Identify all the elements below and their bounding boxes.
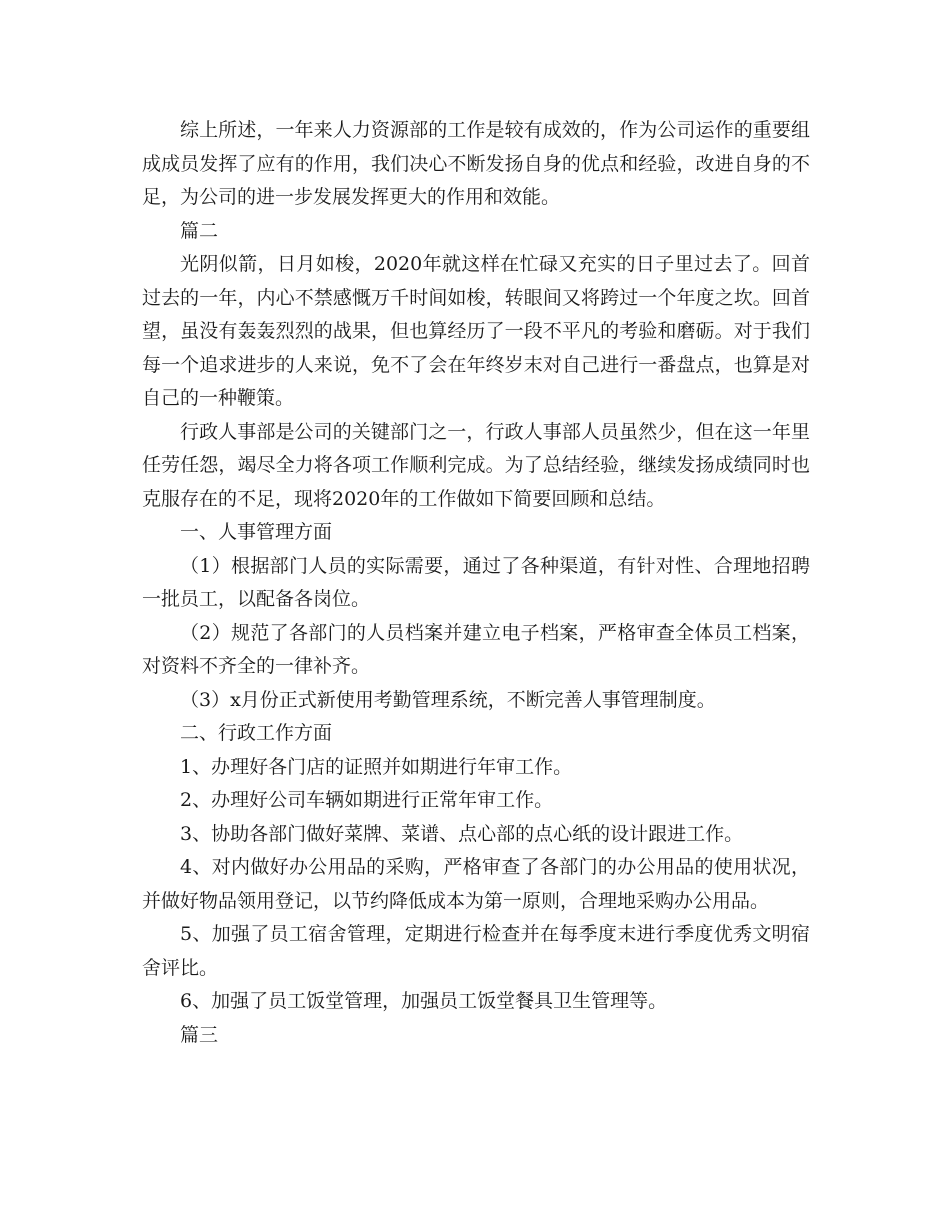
heading-personnel-management: 一、人事管理方面	[180, 521, 333, 543]
section-heading-part-two: 篇二	[180, 219, 219, 242]
list-item-admin-5: 5、加强了员工宿舍管理，定期进行检查并在每季度末进行季度优秀文明宿舍评比。	[142, 923, 810, 979]
section-heading-part-three: 篇三	[180, 1023, 219, 1046]
list-item-admin-3: 3、协助各部门做好菜牌、菜谱、点心部的点心纸的设计跟进工作。	[180, 822, 744, 845]
list-item-personnel-3: （3）x月份正式新使用考勤管理系统，不断完善人事管理制度。	[180, 688, 716, 711]
paragraph-summary: 综上所述，一年来人力资源部的工作是较有成效的，作为公司运作的重要组成成员发挥了应有的作用，我们决心不断发扬自身的优点和经验，改进自身的不足，为公司的进一步发展发挥更大的作用和效能。	[142, 119, 810, 208]
list-item-admin-6: 6、加强了员工饭堂管理，加强员工饭堂餐具卫生管理等。	[180, 990, 668, 1012]
paragraph-intro: 光阴似箭，日月如梭，2020年就这样在忙碌又充实的日子里过去了。回首过去的一年，内心不禁感慨万千时间如梭，转眼间又将跨过一个年度之坎。回首望，虽没有轰轰烈烈的战果，但也算经历了一段不平凡的考验和磨砺。对于我们每一个追求进步的人来说，免不了会在年终岁末对自己进行一番盘点，也算是对自己的一种鞭策。	[142, 253, 810, 409]
list-item-personnel-1: （1）根据部门人员的实际需要，通过了各种渠道，有针对性、合理地招聘一批员工，以配备各岗位。	[142, 554, 810, 610]
heading-administrative-work: 二、行政工作方面	[180, 722, 333, 744]
paragraph-department: 行政人事部是公司的关键部门之一，行政人事部人员虽然少，但在这一年里任劳任怨，竭尽全力将各项工作顺利完成。为了总结经验，继续发扬成绩同时也克服存在的不足，现将2020年的工作做如下简要回顾和总结。	[142, 420, 810, 510]
list-item-admin-4: 4、对内做好办公用品的采购，严格审查了各部门的办公用品的使用状况，并做好物品领用登记，以节约降低成本为第一原则，合理地采购办公用品。	[142, 856, 810, 912]
list-item-admin-1: 1、办理好各门店的证照并如期进行年审工作。	[180, 755, 573, 778]
list-item-admin-2: 2、办理好公司车辆如期进行正常年审工作。	[180, 789, 554, 811]
document-body	[142, 114, 810, 1052]
list-item-personnel-2: （2）规范了各部门的人员档案并建立电子档案，严格审查全体员工档案，对资料不齐全的一律补齐。	[142, 621, 810, 677]
